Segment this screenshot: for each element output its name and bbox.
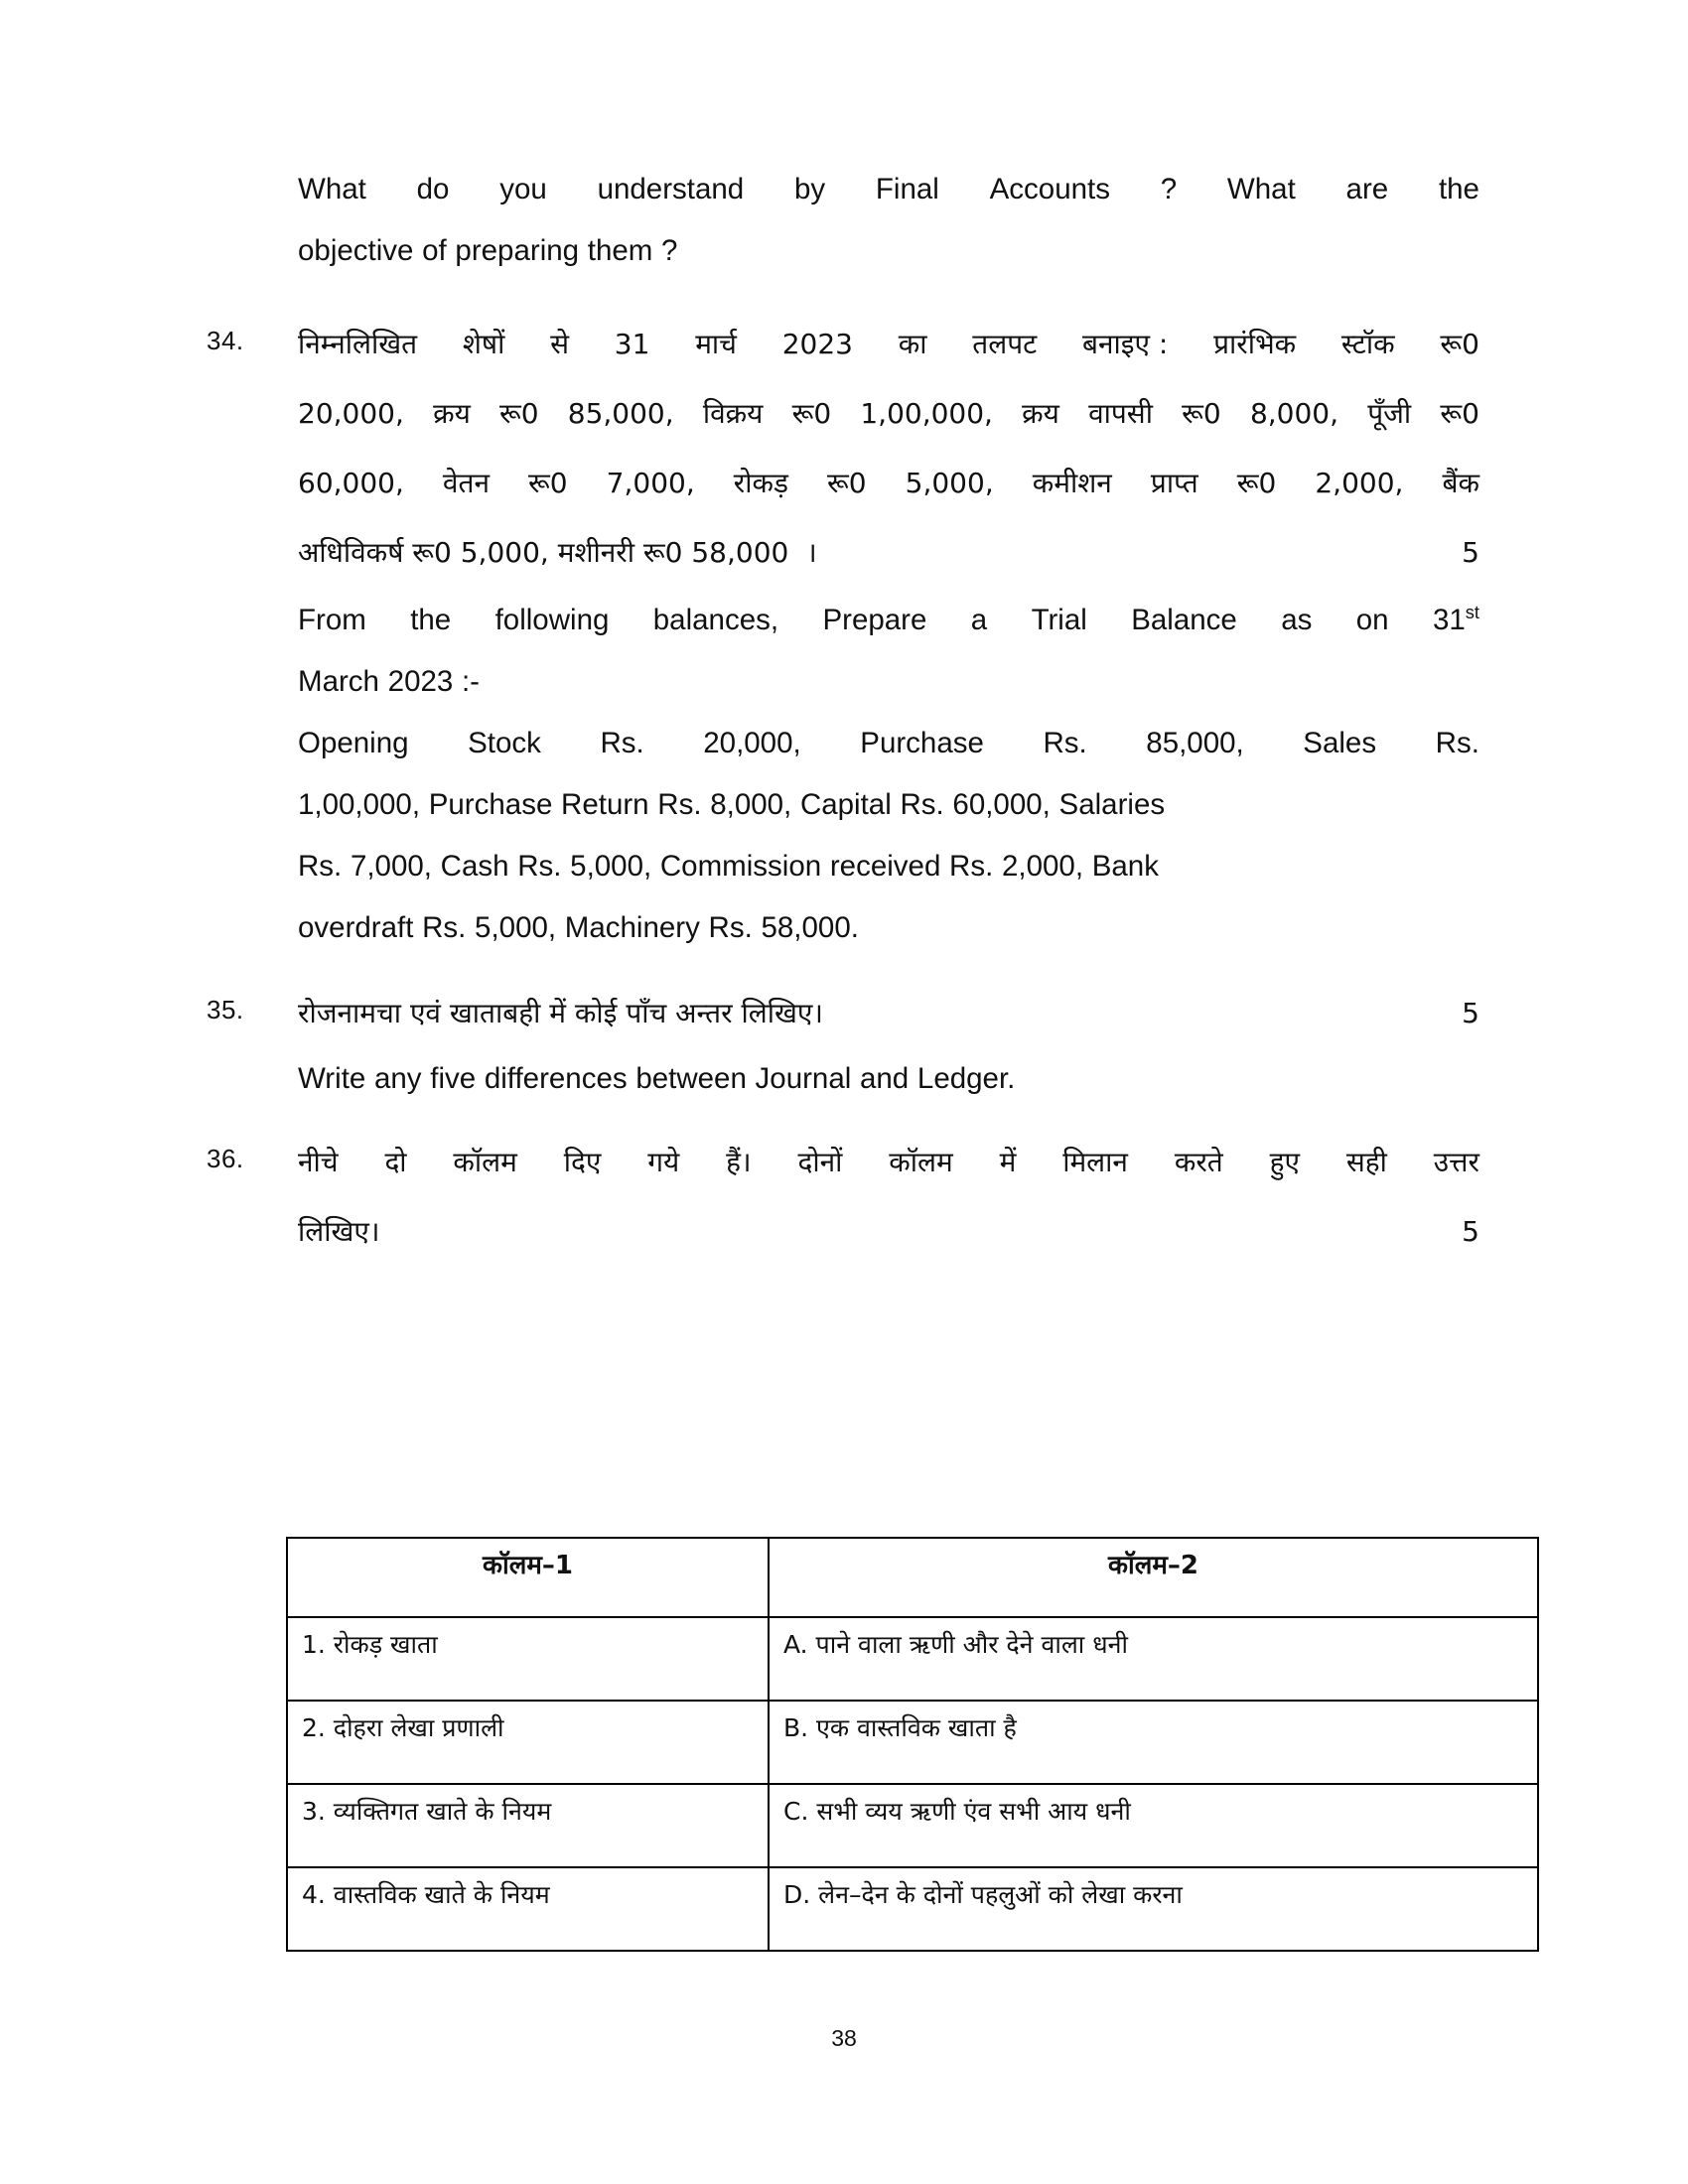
word: रू0: [827, 467, 867, 499]
word: do: [416, 173, 450, 205]
table-row: [287, 1617, 1538, 1701]
table-cell-column-1: 1. रोकड़ खाता: [287, 1617, 769, 1701]
word: प्रारंभिक: [1213, 328, 1297, 360]
word: रू0: [1236, 467, 1277, 499]
word: रू0: [1440, 328, 1479, 360]
word: 85,000,: [567, 397, 674, 430]
word: कॉलम: [889, 1146, 953, 1178]
word: पूँजी: [1367, 397, 1412, 430]
q36-hindi-line-2: [298, 1197, 1479, 1267]
word: वापसी: [1088, 397, 1153, 430]
table-cell-column-2: A. पाने वाला ऋणी और देने वाला धनी: [769, 1617, 1538, 1701]
table-cell-column-1: 3. व्यक्तिगत खाते के नियम: [287, 1784, 769, 1867]
question-36: [207, 1128, 1479, 1267]
word: What: [298, 173, 366, 205]
q36-hindi-line-2-text: लिखिए।: [298, 1215, 380, 1248]
word: दोनों: [797, 1146, 843, 1178]
word: क्रय: [1022, 397, 1059, 430]
word: Purchase: [860, 727, 984, 759]
word: क्रय: [433, 397, 471, 430]
word: मिलान: [1062, 1146, 1128, 1178]
table-header-column-2: कॉलम–2: [769, 1538, 1538, 1617]
question-35: [207, 979, 1479, 1110]
word: are: [1345, 173, 1389, 205]
question-34-english: [298, 590, 1479, 959]
word: What: [1226, 173, 1296, 205]
word: विक्रय: [702, 397, 764, 430]
q36-hindi-line-1: [298, 1128, 1479, 1197]
q34-english-line-4: 1,00,000, Purchase Return Rs. 8,000, Capital Rs. 60,000, Salaries: [298, 788, 1166, 821]
q35-marks: 5: [1462, 997, 1479, 1029]
word: Sales: [1303, 727, 1377, 759]
word: मार्च: [695, 328, 737, 360]
question-34-hindi: [298, 310, 1479, 588]
word: Rs.: [600, 727, 644, 759]
word: का: [898, 328, 927, 360]
q34-hindi-line-4-text: अधिविकर्ष रू0 5,000, मशीनरी रू0 58,000 ।: [298, 536, 817, 569]
word: करते: [1174, 1146, 1223, 1178]
q35-hindi-text: रोजनामचा एवं खाताबही में कोई पाँच अन्तर लिखिए।: [298, 997, 823, 1029]
word: the: [410, 604, 452, 636]
q34-marks: 5: [1462, 536, 1479, 569]
word: 5,000,: [905, 467, 994, 499]
ordinal-suffix: st: [1465, 602, 1479, 623]
word: नीचे: [298, 1146, 339, 1178]
word: Opening: [298, 727, 409, 759]
word: कॉलम: [453, 1146, 517, 1178]
q34-hindi-line-1: [298, 310, 1479, 379]
q34-hindi-line-2: [298, 379, 1479, 449]
q35-hindi-line-1: [298, 979, 1479, 1048]
word: रू0: [1440, 397, 1479, 430]
word: 31: [1432, 604, 1466, 636]
q36-marks: 5: [1462, 1215, 1479, 1248]
table-row: [287, 1701, 1538, 1784]
question-content-column: [207, 159, 1479, 1267]
table-row: [287, 1867, 1538, 1951]
word: From: [298, 604, 366, 636]
word: Rs.: [1435, 727, 1479, 759]
word: स्टॉक: [1340, 328, 1395, 360]
table-cell-column-2: C. सभी व्यय ऋणी एंव सभी आय धनी: [769, 1784, 1538, 1867]
word: Balance: [1131, 604, 1237, 636]
word: वेतन: [442, 467, 490, 499]
word: Final: [875, 173, 939, 205]
table-header-row: [287, 1538, 1538, 1617]
word: बनाइए :: [1081, 328, 1169, 360]
word: शेषों: [462, 328, 505, 360]
question-36-hindi: [298, 1128, 1479, 1267]
question-35-hindi: [298, 979, 1479, 1048]
word: में: [999, 1146, 1017, 1178]
word: रू0: [1182, 397, 1221, 430]
question-carryover: [298, 159, 1479, 282]
word: Trial: [1031, 604, 1087, 636]
word: तलपट: [972, 328, 1038, 360]
word: the: [1438, 173, 1479, 205]
q34-english-line-1: [298, 590, 1479, 651]
word: 20,000,: [703, 727, 801, 759]
q34-hindi-line-4: [298, 518, 1479, 588]
word: following: [494, 604, 610, 636]
word: कमीशन: [1032, 467, 1112, 499]
word: 85,000,: [1146, 727, 1244, 759]
word: निम्नलिखित: [298, 328, 418, 360]
word: as: [1281, 604, 1313, 636]
word: Stock: [468, 727, 541, 759]
word: 2,000,: [1315, 467, 1404, 499]
table-header-column-1: कॉलम–1: [287, 1538, 769, 1617]
word: a: [970, 604, 988, 636]
word: 60,000,: [298, 467, 404, 499]
word: दिए: [563, 1146, 602, 1178]
word: Accounts: [989, 173, 1110, 205]
table-cell-column-1: 4. वास्तविक खाते के नियम: [287, 1867, 769, 1951]
carryover-english-text: [298, 159, 1479, 282]
word: on: [1355, 604, 1389, 636]
word: रू0: [791, 397, 832, 430]
word: हुए: [1269, 1146, 1300, 1178]
word: Prepare: [822, 604, 927, 636]
q35-english-line-1: Write any five differences between Journal and Ledger.: [298, 1062, 1016, 1095]
word: रू0: [499, 397, 539, 430]
q34-english-line-6: overdraft Rs. 5,000, Machinery Rs. 58,000.: [298, 911, 859, 944]
word: बैंक: [1442, 467, 1479, 499]
q34-english-line-3: [298, 713, 1479, 774]
question-34-number: 34.: [207, 326, 244, 355]
table-cell-column-1: 2. दोहरा लेखा प्रणाली: [287, 1701, 769, 1784]
question-35-number: 35.: [207, 995, 244, 1024]
q34-english-line-5: Rs. 7,000, Cash Rs. 5,000, Commission received Rs. 2,000, Bank: [298, 850, 1159, 883]
word: ?: [1160, 173, 1178, 205]
word: से: [550, 328, 570, 360]
word: 20,000,: [298, 397, 404, 430]
word: 7,000,: [606, 467, 695, 499]
page-number: 38: [831, 2025, 857, 2051]
word: 31: [614, 328, 650, 360]
carryover-english-line-1: [298, 159, 1479, 220]
carryover-english-line-2: objective of preparing them ?: [298, 234, 678, 267]
table-cell-column-2: B. एक वास्तविक खाता है: [769, 1701, 1538, 1784]
word: 2023: [781, 328, 853, 360]
match-columns-table: [286, 1537, 1539, 1952]
question-35-english: [298, 1048, 1479, 1110]
word: प्राप्त: [1150, 467, 1198, 499]
word: गये: [647, 1146, 680, 1178]
word: सही: [1345, 1146, 1387, 1178]
word: Rs.: [1043, 727, 1087, 759]
question-34: [207, 310, 1479, 959]
word: 1,00,000,: [860, 397, 993, 430]
word: उत्तर: [1433, 1146, 1479, 1178]
word: you: [499, 173, 547, 205]
word: रोकड़: [733, 467, 788, 499]
table-row: [287, 1784, 1538, 1867]
word: हैं।: [726, 1146, 752, 1178]
question-36-number: 36.: [207, 1144, 244, 1173]
q34-english-ordinal-wrap: [1433, 590, 1479, 651]
word: दो: [384, 1146, 407, 1178]
word: by: [793, 173, 826, 205]
word: understand: [597, 173, 745, 205]
q34-hindi-line-3: [298, 449, 1479, 518]
table-cell-column-2: D. लेन–देन के दोनों पहलुओं को लेखा करना: [769, 1867, 1538, 1951]
word: 8,000,: [1249, 397, 1338, 430]
word: balances,: [652, 604, 779, 636]
word: रू0: [528, 467, 568, 499]
q34-english-line-2: March 2023 :-: [298, 665, 480, 698]
